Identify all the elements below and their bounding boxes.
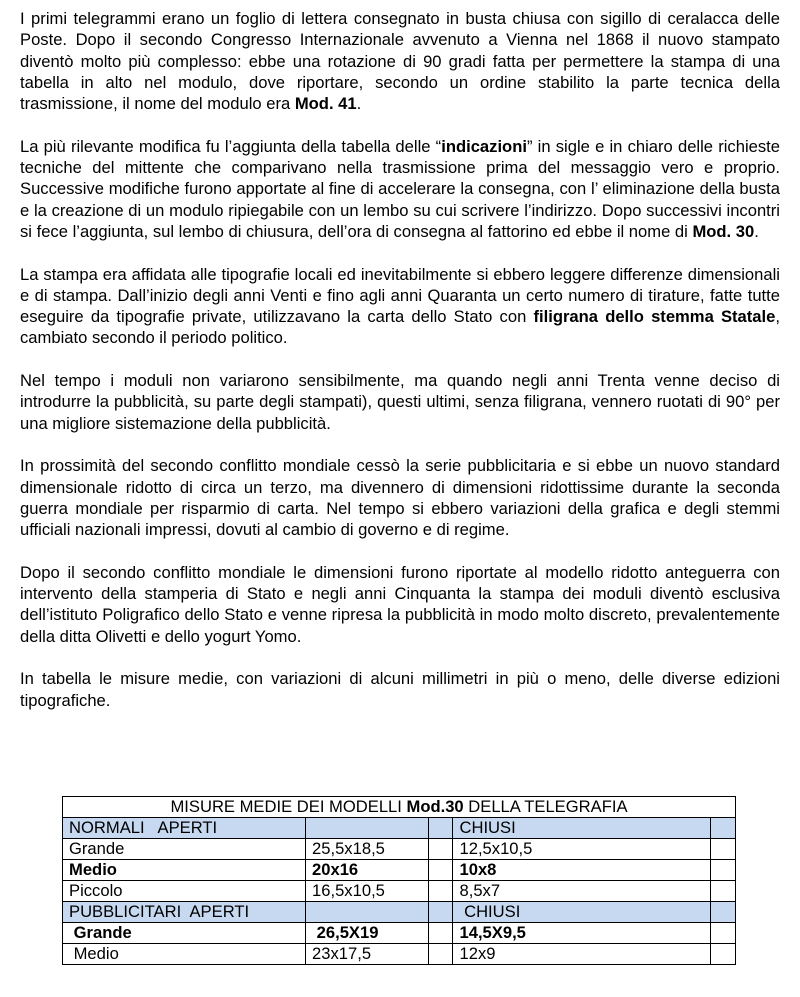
paragraph-5 xyxy=(20,455,780,540)
paragraph-7 xyxy=(20,668,780,711)
table-cell xyxy=(428,902,453,923)
table-cell xyxy=(428,839,453,860)
table-cell xyxy=(428,860,453,881)
bold-term: Mod. 30 xyxy=(692,221,755,241)
paragraph-3 xyxy=(20,264,780,349)
table-cell xyxy=(306,818,429,839)
table-cell: PUBBLICITARI APERTI xyxy=(63,902,306,923)
bold-term: Mod. 41 xyxy=(294,94,357,114)
table-cell xyxy=(711,944,736,965)
table-row xyxy=(63,881,736,902)
measures-table xyxy=(62,796,736,965)
bold-term: filigrana dello stemma Statale xyxy=(533,307,776,327)
table-row xyxy=(63,839,736,860)
table-cell xyxy=(428,881,453,902)
table-cell xyxy=(711,860,736,881)
table-cell xyxy=(711,839,736,860)
table-cell: 10x8 xyxy=(453,860,711,881)
paragraph-2 xyxy=(20,136,780,242)
table-section-header xyxy=(63,818,736,839)
table-row xyxy=(63,923,736,944)
table-title-row xyxy=(63,797,736,818)
table-cell xyxy=(711,881,736,902)
table-cell: Medio xyxy=(63,860,306,881)
text-run: , cambiato secondo il periodo politico. xyxy=(20,307,780,348)
table-cell xyxy=(428,923,453,944)
document-body xyxy=(20,8,780,732)
text-run: I primi telegrammi erano un foglio di lettera consegnato in busta chiusa con sigillo di ceralacca delle Poste. Dopo il secondo Congresso Internazionale avvenuto a Vienna nel 1868 il nuovo stampato diventò molto più complesso: ebbe una rotazione di 90 gradi fatta per permettere la stampa di una tabella in alto nel modulo, dove riportare, secondo un ordine stabilito la parte tecnica della trasmissione, il nome del modulo era xyxy=(20,9,780,114)
paragraph-6 xyxy=(20,562,780,647)
text-run: ” in sigle e in chiaro delle richieste tecniche del mittente che comparivano nella trasmissione prima del messaggio vero e proprio. Successive modifiche furono apportate al fine di accelerare la consegna, con l’ eliminazione della busta e la creazione di un modulo ripiegabile con un lembo su cui scrivere l’indirizzo. Dopo successivi incontri si fece l’aggiunta, sul lembo di chiusura, dell’ora di consegna al fattorino ed ebbe il nome di xyxy=(20,136,781,241)
table-cell: Grande xyxy=(63,923,306,944)
text-run: Dopo il secondo conflitto mondiale le dimensioni furono riportate al modello ridotto anteguerra con intervento della stamperia di Stato e negli anni Cinquanta la stampa dei moduli diventò esclusiva dell’istituto Poligrafico dello Stato e venne ripresa la pubblicità in modo molto discreto, prevalentemente della ditta Olivetti e dello yogurt Yomo. xyxy=(20,562,780,646)
table-cell: 20x16 xyxy=(306,860,429,881)
table-cell: 25,5x18,5 xyxy=(306,839,429,860)
table-cell: Grande xyxy=(63,839,306,860)
paragraph-1 xyxy=(20,8,780,114)
text-run: In tabella le misure medie, con variazioni di alcuni millimetri in più o meno, delle diverse edizioni tipografiche. xyxy=(20,669,780,710)
table-cell: NORMALI APERTI xyxy=(63,818,306,839)
table-cell: 16,5x10,5 xyxy=(306,881,429,902)
table-cell: CHIUSI xyxy=(453,818,711,839)
text-run: . xyxy=(356,94,362,114)
bold-term: indicazioni xyxy=(441,136,527,156)
table-cell: Piccolo xyxy=(63,881,306,902)
table-cell xyxy=(711,902,736,923)
text-run: La stampa era affidata alle tipografie locali ed inevitabilmente si ebbero leggere differenze dimensionali e di stampa. Dall’inizio degli anni Venti e fino agli anni Quaranta un certo numero di tirature, fatte tutte eseguire da tipografie private, utilizzavano la carta dello Stato con xyxy=(20,264,780,327)
table-section-header xyxy=(63,902,736,923)
text-run: La più rilevante modifica fu l’aggiunta della tabella delle “ xyxy=(20,136,442,156)
table-cell: 12,5x10,5 xyxy=(453,839,711,860)
table-cell: 23x17,5 xyxy=(306,944,429,965)
table-cell xyxy=(711,818,736,839)
table-cell xyxy=(428,944,453,965)
table-cell: 12x9 xyxy=(453,944,711,965)
table-cell: Medio xyxy=(63,944,306,965)
text-run: In prossimità del secondo conflitto mondiale cessò la serie pubblicitaria e si ebbe un nuovo standard dimensionale ridotto di circa un terzo, ma divennero di dimensioni ridottissime durante la seconda guerra mondiale per risparmio di carta. Nel tempo si ebbero variazioni della grafica e degli stemmi ufficiali nazionali impressi, dovuti al cambio di governo e di regime. xyxy=(20,456,780,540)
table-cell xyxy=(428,818,453,839)
table-cell xyxy=(306,902,429,923)
table-cell: 26,5X19 xyxy=(306,923,429,944)
text-run: . xyxy=(754,221,759,241)
table-cell: CHIUSI xyxy=(453,902,711,923)
text-run: Nel tempo i moduli non variarono sensibilmente, ma quando negli anni Trenta venne deciso di introdurre la pubblicità, su parte degli stampati), questi ultimi, senza filigrana, vennero ruotati di 90° per una migliore sistemazione della pubblicità. xyxy=(20,371,780,433)
table-title: MISURE MEDIE DEI MODELLI Mod.30 DELLA TELEGRAFIA xyxy=(63,797,736,818)
table-row xyxy=(63,860,736,881)
table-cell: 8,5x7 xyxy=(453,881,711,902)
paragraph-4 xyxy=(20,370,780,434)
table-cell: 14,5X9,5 xyxy=(453,923,711,944)
table-row xyxy=(63,944,736,965)
table-cell xyxy=(711,923,736,944)
